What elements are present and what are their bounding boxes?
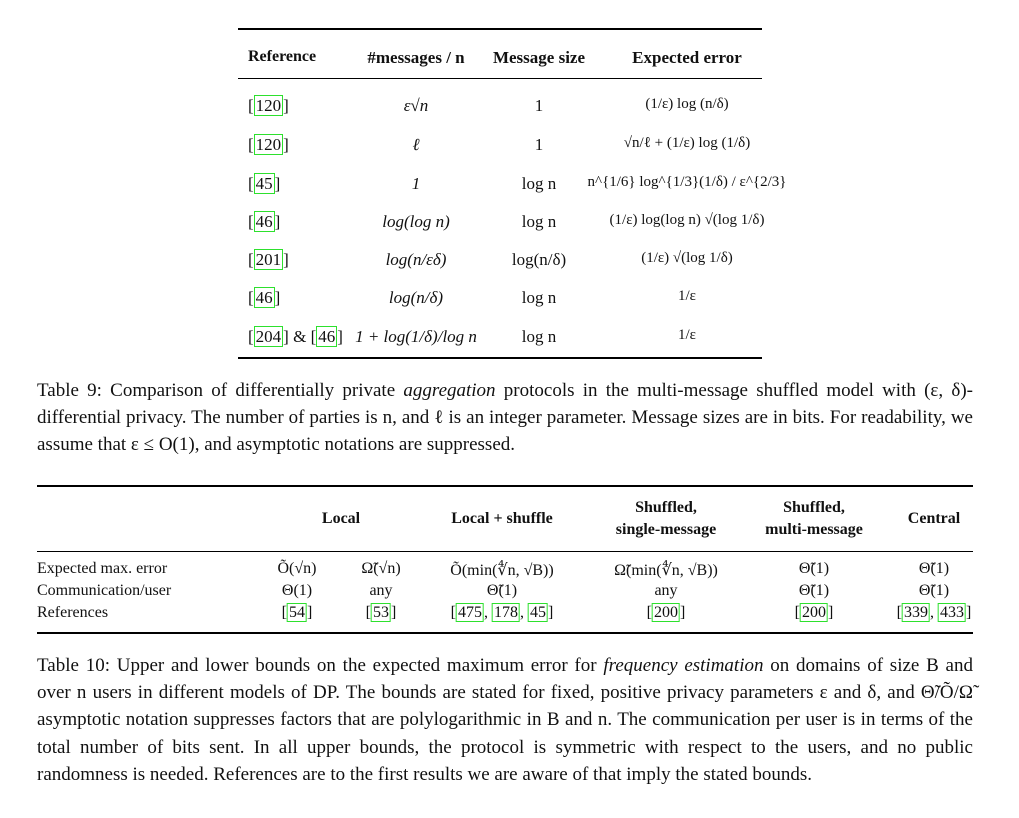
table10-cell: any xyxy=(369,582,393,599)
bracket-close: ] xyxy=(283,250,289,269)
table9-error-cell: (1/ε) √(log 1/δ) xyxy=(641,250,733,266)
citation-link[interactable]: 339 xyxy=(904,604,928,621)
table10-cell: Ω̃(√n) xyxy=(361,560,401,577)
citation-link[interactable]: 475 xyxy=(458,604,482,621)
table9-error-cell: (1/ε) log(log n) √(log 1/δ) xyxy=(609,212,765,228)
table10-cell: Õ(min(∜n, √B)) xyxy=(450,562,554,579)
table10-references-cell xyxy=(282,604,313,622)
bracket-open: [ xyxy=(248,327,254,346)
citation-link[interactable]: 46 xyxy=(318,327,336,346)
table10-cell: Ω̃(min(∜n, √B)) xyxy=(614,562,718,579)
table9-reference-cell xyxy=(248,250,289,270)
table9-error-cell: 1/ε xyxy=(678,288,696,304)
table10-cell: Θ̃(1) xyxy=(486,582,518,599)
bracket-close: ] xyxy=(680,604,686,621)
citation-link[interactable]: 433 xyxy=(940,604,964,621)
ref-separator: & xyxy=(288,327,311,346)
bracket-close: ] xyxy=(548,604,554,621)
bracket-close: ] xyxy=(307,604,313,621)
table9-reference-cell xyxy=(248,327,343,347)
table9-bottom-rule xyxy=(238,357,762,359)
table9-size-cell: log n xyxy=(521,327,557,346)
bracket-open: [ xyxy=(248,135,254,154)
table9-size-cell: 1 xyxy=(534,96,544,115)
table9-messages-cell: ℓ xyxy=(412,135,420,154)
header-line: single-message xyxy=(615,521,717,538)
bracket-open: [ xyxy=(248,96,254,115)
bracket-open: [ xyxy=(248,212,254,231)
table9-reference-cell xyxy=(248,212,280,232)
bracket-open: [ xyxy=(896,604,902,621)
table10-cell: Θ̃(1) xyxy=(798,582,830,599)
table9-header-error: Expected error xyxy=(632,48,742,67)
bracket-open: [ xyxy=(248,174,254,193)
citation-link[interactable]: 46 xyxy=(255,288,273,307)
citation-link[interactable]: 45 xyxy=(530,604,546,621)
bracket-open: [ xyxy=(248,250,254,269)
table10-header-single xyxy=(616,497,716,541)
table9-error-cell: 1/ε xyxy=(678,327,696,343)
table9-mid-rule xyxy=(238,78,762,79)
table9-messages-cell: 1 xyxy=(411,174,421,193)
citation-link[interactable]: 204 xyxy=(255,327,282,346)
table9-size-cell: log n xyxy=(521,288,557,307)
table9-size-cell: 1 xyxy=(534,135,544,154)
caption-label: Table 10: Upper and lower bounds on the expected maximum error for xyxy=(37,655,604,676)
table10-references-cell xyxy=(451,604,554,622)
table10-bottom-rule xyxy=(37,632,973,634)
table10-cell: Θ(1) xyxy=(281,582,313,599)
separator: , xyxy=(520,604,528,621)
table9-error-cell: (1/ε) log (n/δ) xyxy=(645,96,729,112)
table9-header-reference: Reference xyxy=(248,48,317,65)
citation-link[interactable]: 201 xyxy=(255,250,282,269)
bracket-open: [ xyxy=(450,604,456,621)
citation-link[interactable]: 120 xyxy=(255,96,282,115)
table9-error-cell: n^{1/6} log^{1/3}(1/δ) / ε^{2/3} xyxy=(587,174,787,190)
table10-cell: any xyxy=(654,582,678,599)
table10-header-local-shuffle: Local + shuffle xyxy=(451,510,553,527)
table10-cell: Θ̃(1) xyxy=(918,560,950,577)
table10-top-rule xyxy=(37,485,973,487)
table10-cell: Θ̃(1) xyxy=(798,560,830,577)
citation-link[interactable]: 46 xyxy=(255,212,273,231)
header-line: Shuffled, xyxy=(783,499,845,516)
bracket-open: [ xyxy=(365,604,371,621)
citation-link[interactable]: 120 xyxy=(255,135,282,154)
separator: , xyxy=(930,604,938,621)
table10-references-cell xyxy=(647,604,686,622)
table9-error-cell: √n/ℓ + (1/ε) log (1/δ) xyxy=(623,135,751,151)
citation-link[interactable]: 200 xyxy=(654,604,678,621)
table9-header-size: Message size xyxy=(492,48,586,67)
table9-caption xyxy=(37,377,973,459)
bracket-close: ] xyxy=(274,212,281,231)
citation-link[interactable]: 200 xyxy=(802,604,826,621)
table9-messages-cell: log(n/δ) xyxy=(388,288,444,307)
table9-reference-cell xyxy=(248,288,280,308)
bracket-close: ] xyxy=(283,135,289,154)
header-line: Shuffled, xyxy=(635,499,697,516)
table9-messages-cell: log(log n) xyxy=(382,212,450,231)
bracket-close: ] xyxy=(828,604,834,621)
table10-caption xyxy=(37,652,973,788)
bracket-close: ] xyxy=(337,327,343,346)
bracket-close: ] xyxy=(391,604,397,621)
table9-header-messages: #messages / n xyxy=(367,48,465,67)
table9-reference-cell xyxy=(248,135,289,155)
citation-link[interactable]: 53 xyxy=(373,604,389,621)
citation-link[interactable]: 178 xyxy=(494,604,518,621)
bracket-open: [ xyxy=(281,604,287,621)
separator: , xyxy=(484,604,492,621)
table10-row-label: Expected max. error xyxy=(37,560,168,577)
caption-text: on domains of size B and over n users in different models of DP. The bounds are stated for fixed, positive privacy parameters ε and δ, and Θ̃/Õ/Ω̃ asymptotic notation suppresses factors that are polylogarithmic in B and n. The communication per user is in terms of the total number of bits sent. In all upper bounds, the protocol is symmetric with respect to the users, and no public randomness is needed. References are to the first results we are aware of that imply the stated bounds. xyxy=(37,655,973,785)
bracket-open: [ xyxy=(794,604,800,621)
caption-text: protocols in the multi-message shuffled model with (ε, δ)-differential privacy. The number of parties is n, and ℓ is an integer parameter. Message sizes are in bits. For readability, we assume that ε ≤ O(1), and asymptotic notations are suppressed. xyxy=(37,380,973,456)
bracket-open: [ xyxy=(248,288,254,307)
bracket-open: [ xyxy=(646,604,652,621)
caption-label: Table 9: Comparison of differentially private xyxy=(37,380,404,401)
table10-row-label: Communication/user xyxy=(37,582,172,599)
table9-size-cell: log n xyxy=(521,212,557,231)
table9-reference-cell xyxy=(248,96,289,116)
caption-emphasis: frequency estimation xyxy=(603,655,764,676)
caption-emphasis: aggregation xyxy=(403,380,496,401)
table10-header-local: Local xyxy=(321,510,361,527)
table9-messages-cell: log(n/εδ) xyxy=(385,250,447,269)
citation-link[interactable]: 45 xyxy=(255,174,273,193)
bracket-close: ] xyxy=(274,174,281,193)
table10-header-central: Central xyxy=(907,510,961,527)
bracket-open: [ xyxy=(310,327,317,346)
table9-messages-cell: 1 + log(1/δ)/log n xyxy=(355,327,477,346)
bracket-close: ] xyxy=(283,327,289,346)
table10-references-cell xyxy=(795,604,834,622)
table10-references-cell xyxy=(366,604,397,622)
table9-messages-cell: ε√n xyxy=(403,96,429,115)
bracket-close: ] xyxy=(966,604,972,621)
citation-link[interactable]: 54 xyxy=(289,604,305,621)
header-line: multi-message xyxy=(765,521,863,538)
table9-size-cell: log n xyxy=(521,174,557,193)
table10-row-label: References xyxy=(37,604,109,621)
table10-cell: Õ(√n) xyxy=(277,560,317,577)
table9-top-rule xyxy=(238,28,762,30)
table9-size-cell: log(n/δ) xyxy=(511,250,567,269)
table10-header-multi xyxy=(765,497,863,541)
table10-references-cell xyxy=(897,604,972,622)
bracket-close: ] xyxy=(274,288,281,307)
bracket-close: ] xyxy=(283,96,289,115)
table10-cell: Θ̃(1) xyxy=(918,582,950,599)
table9-reference-cell xyxy=(248,174,280,194)
table10-mid-rule xyxy=(37,551,973,552)
